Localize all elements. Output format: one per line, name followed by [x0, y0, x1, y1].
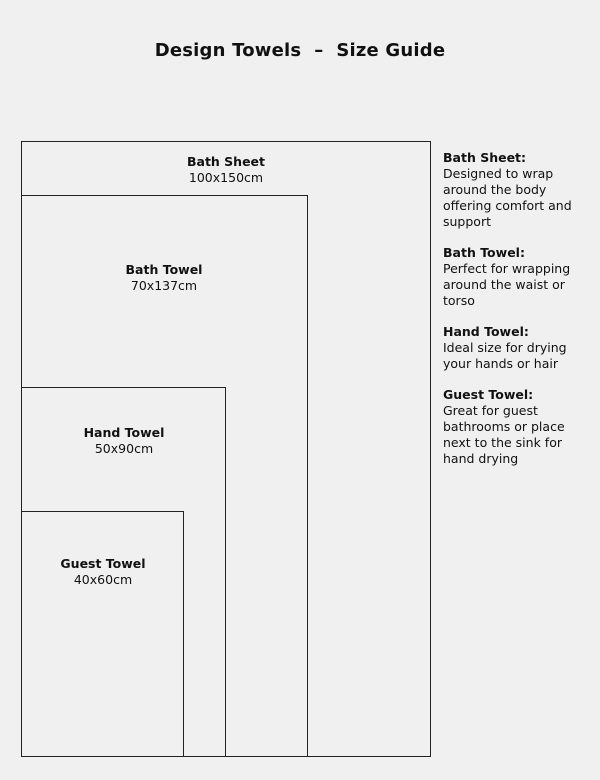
- hand-towel-size: 50x90cm: [94, 441, 154, 456]
- legend-name: Hand Towel:: [443, 324, 529, 339]
- hand-towel-label: [29, 425, 219, 457]
- bath-sheet-size: 100x150cm: [188, 170, 264, 185]
- guest-towel-size: 40x60cm: [73, 572, 133, 587]
- legend-item-bath-sheet: [443, 150, 593, 230]
- legend-desc: Perfect for wrapping around the waist or torso: [443, 261, 571, 308]
- bath-sheet-name: Bath Sheet: [186, 154, 266, 169]
- legend-desc: Great for guest bathrooms or place next to the sink for hand drying: [443, 403, 565, 466]
- legend-item-guest-towel: [443, 387, 593, 467]
- legend-desc: Ideal size for drying your hands or hair: [443, 340, 567, 371]
- guest-towel-label: [22, 556, 184, 588]
- bath-towel-label: [64, 262, 264, 294]
- legend-desc: Designed to wrap around the body offering comfort and support: [443, 166, 572, 229]
- legend-name: Guest Towel:: [443, 387, 534, 402]
- legend-name: Bath Towel:: [443, 245, 525, 260]
- legend-item-bath-towel: [443, 245, 593, 309]
- bath-towel-name: Bath Towel: [125, 262, 203, 277]
- legend-name: Bath Sheet:: [443, 150, 527, 165]
- page-title: Design Towels – Size Guide: [154, 40, 446, 61]
- towel-descriptions: [443, 150, 593, 482]
- bath-towel-size: 70x137cm: [130, 278, 198, 293]
- bath-sheet-label: [126, 154, 326, 186]
- guest-towel-name: Guest Towel: [60, 556, 146, 571]
- legend-item-hand-towel: [443, 324, 593, 372]
- guest-towel-outline: [21, 511, 184, 757]
- hand-towel-name: Hand Towel: [83, 425, 165, 440]
